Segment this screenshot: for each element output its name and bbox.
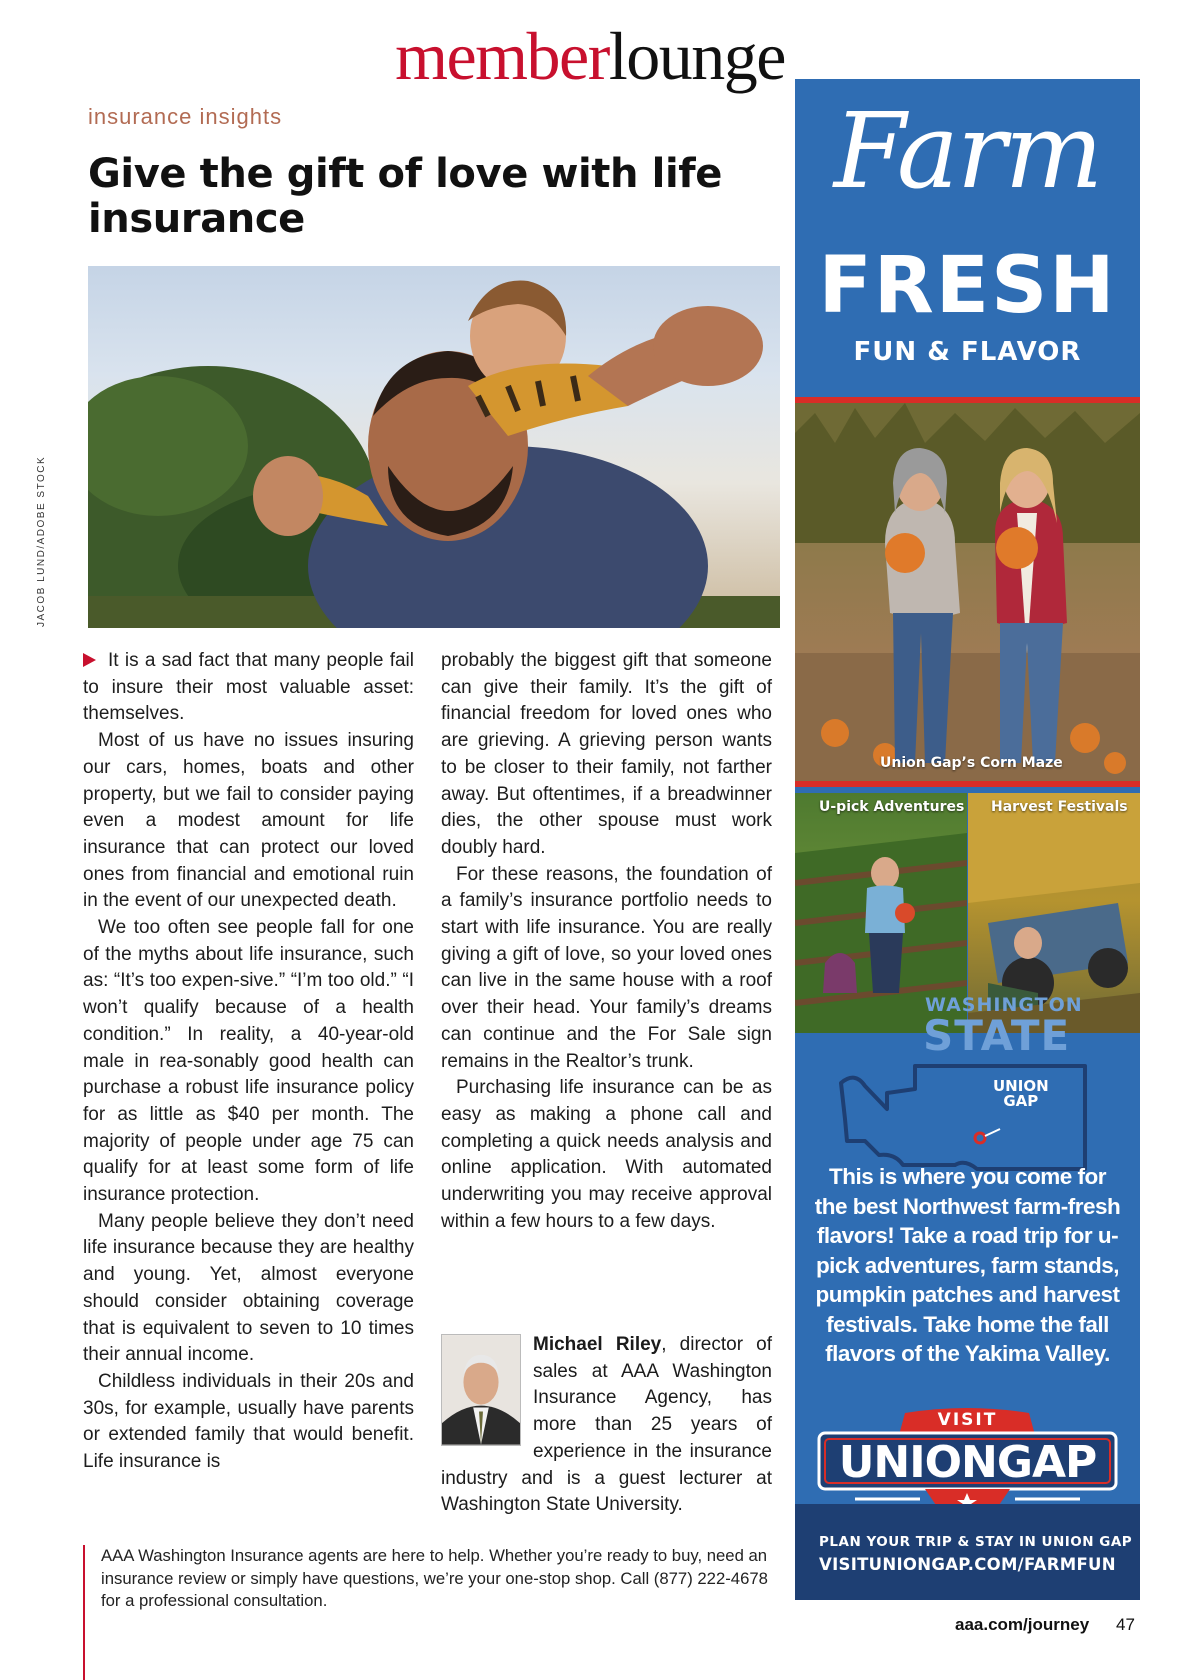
masthead-lounge: lounge bbox=[608, 18, 785, 94]
paragraph: Purchasing life insurance can be as easy as making a phone call and completing a quick needs analysis and online application. With automated underwriting you may receive approval within a few hours to a few days. bbox=[441, 1077, 772, 1232]
ad-body-copy: This is where you come for the best Northwest farm-fresh flavors! Take a road trip for u-pick adventures, farm stands, pumpkin patches and harvest festivals. Take home the fall flavors of the Yakima Valley. bbox=[814, 1164, 1121, 1366]
ad-fresh-title: FRESH bbox=[818, 241, 1117, 331]
page-number: 47 bbox=[1116, 1615, 1135, 1634]
ad-cta-band bbox=[795, 1504, 1140, 1600]
state-label-line1: WASHINGTON bbox=[925, 994, 1083, 1016]
author-portrait bbox=[441, 1334, 521, 1446]
union-gap-advertisement[interactable] bbox=[795, 79, 1140, 1600]
article-column-1 bbox=[83, 648, 414, 1476]
hero-photo bbox=[88, 266, 780, 628]
union-gap-pin-label bbox=[993, 1079, 1049, 1109]
caption-corn-maze: Union Gap’s Corn Maze bbox=[880, 755, 1063, 771]
badge-union-gap-label: UNIONGAP bbox=[838, 1437, 1097, 1488]
bullet-triangle-icon bbox=[83, 653, 96, 667]
pin-label-line1: UNION bbox=[993, 1077, 1049, 1095]
paragraph: For these reasons, the foundation of a family’s insurance portfolio needs to start with life insurance. You are really giving a gift of love, so your loved ones can live in the same house with a roof over their head. Your family’s dreams can continue and the For Sale sign remains in the Realtor’s trunk. bbox=[441, 863, 772, 1072]
ad-tagline: FUN & FLAVOR bbox=[853, 337, 1082, 367]
pin-label-line2: GAP bbox=[1003, 1092, 1039, 1110]
corn-maze-photo bbox=[795, 397, 1140, 787]
paragraph: Childless individuals in their 20s and 30s, for example, usually have parents or extended family that would benefit. Life insurance is bbox=[83, 1370, 414, 1473]
paragraph: Most of us have no issues insuring our cars, homes, boats and other property, but we fail to consider paying even a modest amount for life insurance that can protect our loved ones from financial and emotional ruin in the event of our unexpected death. bbox=[83, 730, 414, 912]
badge-visit-label: VISIT bbox=[937, 1410, 998, 1430]
paragraph: Many people believe they don’t need life insurance because they are healthy and young. Yet, almost everyone should consider obtaining coverage that is equivalent to seven to 10 times their annual income. bbox=[83, 1210, 414, 1366]
author-description: , director of sales at AAA Washington Insurance Agency, has more than 25 years of experience in the insurance industry and is a guest lecturer at Washington State University. bbox=[441, 1334, 772, 1516]
caption-harvest: Harvest Festivals bbox=[991, 799, 1128, 815]
caption-u-pick: U-pick Adventures bbox=[819, 799, 965, 815]
paragraph-text: It is a sad fact that many people fail to insure their most valuable asset: themselves. bbox=[83, 650, 414, 725]
paragraph: We too often see people fall for one of the myths about life insurance, such as: “It’s too expen-sive.” “I’m too old.” “I won’t qualify because of a health condition.” In reality, a 40-year-old male in rea-sonably good health can purchase a robust life insurance policy for as little as $40 per month. The majority of people under age 75 can qualify for at least some form of life insurance protection. bbox=[83, 917, 414, 1206]
state-label-line2: STATE bbox=[923, 1011, 1071, 1060]
ad-script-title: Farm bbox=[833, 90, 1102, 212]
contact-note: AAA Washington Insurance agents are here to help. Whether you’re ready to buy, need an insurance review or simply have questions, we’re your one-stop shop. Call (877) 222-4678 for a professional consultation. bbox=[83, 1545, 783, 1680]
photo-credit: JACOB LUND/ADOBE STOCK bbox=[36, 455, 47, 627]
article-headline: Give the gift of love with life insurance bbox=[88, 151, 722, 242]
author-bio bbox=[441, 1332, 772, 1519]
paragraph: probably the biggest gift that someone can give their family. It’s the gift of financial freedom for loved ones who are grieving. A grieving person wants to be closer to their family, not farther away. But oftentimes, if a breadwinner dies, the other spouse must work doubly hard. bbox=[441, 650, 772, 858]
ad-cta-line1: PLAN YOUR TRIP & STAY IN UNION GAP bbox=[819, 1534, 1133, 1550]
article-column-2 bbox=[441, 648, 772, 1235]
footer-url[interactable]: aaa.com/journey bbox=[955, 1615, 1090, 1634]
ad-cta-url[interactable]: VISITUNIONGAP.COM/FARMFUN bbox=[819, 1555, 1116, 1574]
section-label: insurance insights bbox=[88, 104, 283, 129]
masthead-member: member bbox=[395, 18, 609, 94]
author-name: Michael Riley bbox=[533, 1334, 662, 1355]
paragraph bbox=[83, 648, 414, 728]
